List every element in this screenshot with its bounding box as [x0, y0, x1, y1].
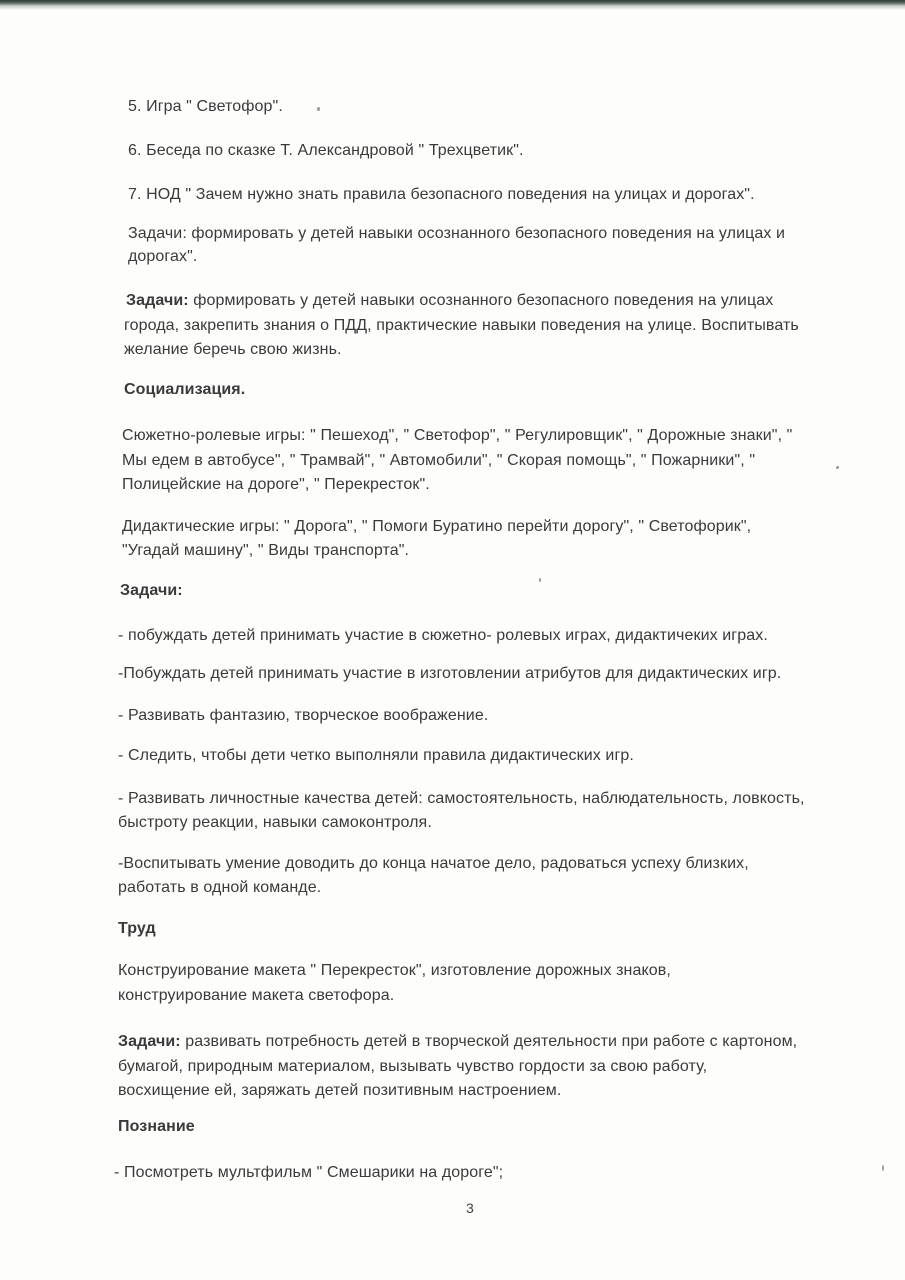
labor-tasks-line1: [118, 1030, 858, 1054]
task2-line3: желание беречь свою жизнь.: [124, 341, 342, 358]
labor-tasks-line3: восхищение ей, заряжать детей позитивным настроением.: [118, 1082, 562, 1099]
soc-task-4: - Следить, чтобы дети четко выполняли правила дидактических игр.: [118, 747, 634, 764]
roleplay-line3: Полицейские на дороге", " Перекресток".: [122, 476, 430, 493]
labor-tasks-line2: бумагой, природным материалом, вызывать чувство гордости за свою работу,: [118, 1058, 708, 1075]
task2-text: формировать у детей навыки осознанного безопасного поведения на улицах: [188, 292, 774, 309]
heading-socialization: Социализация.: [124, 381, 246, 398]
roleplay-line1: Сюжетно-ролевые игры: " Пешеход", " Светофор", " Регулировщик", " Дорожные знаки", ": [122, 427, 793, 444]
cognition-item-1: - Посмотреть мультфильм " Смешарики на дороге";: [114, 1164, 504, 1181]
soc-task-6-line2: работать в одной команде.: [118, 879, 322, 896]
scan-speck: [836, 466, 839, 469]
soc-task-2: -Побуждать детей принимать участие в изготовлении атрибутов для дидактических игр.: [118, 665, 782, 682]
labor-text-line2: конструирование макета светофора.: [118, 987, 395, 1004]
labor-text-line1: Конструирование макета " Перекресток", изготовление дорожных знаков,: [118, 962, 671, 979]
task1-line1: Задачи: формировать у детей навыки осознанного безопасного поведения на улицах и: [128, 225, 786, 242]
didactic-line2: "Угадай машину", " Виды транспорта".: [122, 542, 410, 559]
list-item-game-traffic-light: 5. Игра " Светофор".: [128, 98, 283, 115]
task1-line2: дорогах".: [128, 248, 198, 265]
list-item-story-talk: 6. Беседа по сказке Т. Александровой " Трехцветик".: [128, 142, 524, 159]
labor-tasks-text: развивать потребность детей в творческой деятельности при работе с картоном,: [180, 1033, 798, 1050]
soc-task-5-line2: быстроту реакции, навыки самоконтроля.: [118, 814, 432, 831]
task2-line1: [126, 289, 866, 313]
soc-task-6-line1: -Воспитывать умение доводить до конца начатое дело, радоваться успеху близких,: [118, 855, 749, 872]
scan-speck: [882, 1165, 884, 1171]
soc-task-1: - побуждать детей принимать участие в сюжетно- ролевых играх, дидактичеких играх.: [118, 627, 768, 644]
heading-tasks: Задачи:: [120, 582, 183, 599]
list-item-nod: 7. НОД " Зачем нужно знать правила безопасного поведения на улицах и дорогах".: [128, 186, 755, 203]
scan-speck: [539, 578, 541, 582]
task2-line2: города, закрепить знания о ПДД, практические навыки поведения на улице. Воспитывать: [124, 317, 799, 334]
labor-tasks-label: Задачи:: [118, 1033, 181, 1050]
didactic-line1: Дидактические игры: " Дорога", " Помоги Буратино перейти дорогу", " Светофорик",: [122, 518, 752, 535]
scan-speck: [317, 107, 320, 111]
heading-labor: Труд: [118, 920, 156, 937]
roleplay-line2: Мы едем в автобусе", " Трамвай", " Автомобили", " Скорая помощь", " Пожарники", ": [122, 452, 756, 469]
task2-label: Задачи:: [126, 292, 189, 309]
soc-task-5-line1: - Развивать личностные качества детей: самостоятельность, наблюдательность, ловкость,: [118, 790, 805, 807]
page-number: 3: [466, 1200, 474, 1216]
scan-top-edge: [0, 0, 905, 10]
heading-cognition: Познание: [118, 1118, 195, 1135]
soc-task-3: - Развивать фантазию, творческое воображение.: [118, 707, 489, 724]
